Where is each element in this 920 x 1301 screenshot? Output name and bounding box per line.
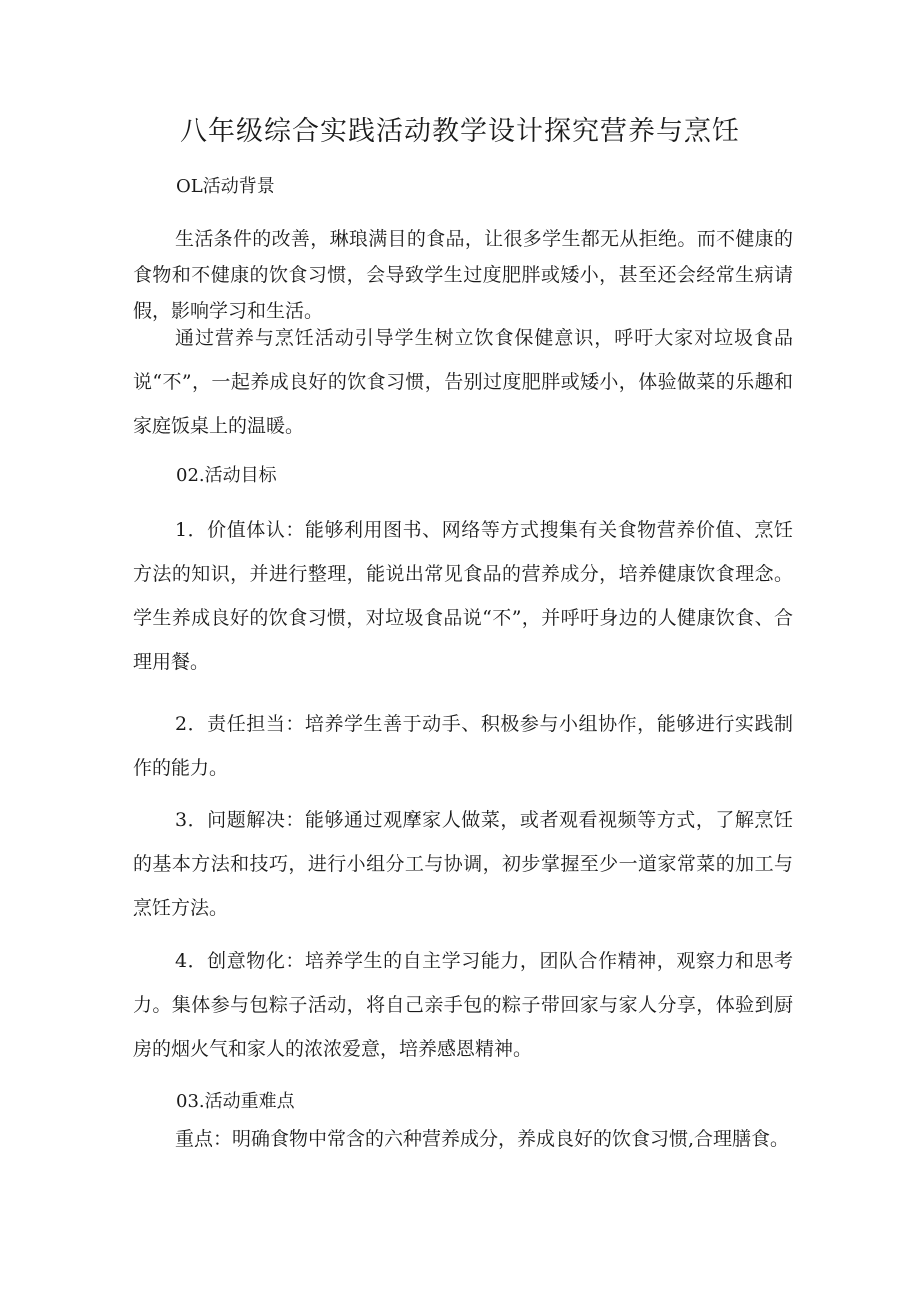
section-heading-goals: 02.活动目标 bbox=[176, 465, 277, 486]
section-heading-key-points: 03.活动重难点 bbox=[176, 1091, 295, 1112]
section-heading-background: OL活动背景 bbox=[176, 176, 275, 197]
paragraph-background-1: 生活条件的改善，琳琅满目的食品，让很多学生都无从拒绝。而不健康的食物和不健康的饮食习惯，会导致学生过度肥胖或矮小，甚至还会经常生病请假，影响学习和生活。 bbox=[133, 228, 793, 322]
paragraph-goal-3: 3．问题解决：能够通过观摩家人做菜，或者观看视频等方式，了解烹饪的基本方法和技巧，进行小组分工与协调，初步掌握至少一道家常菜的加工与烹饪方法。 bbox=[133, 809, 793, 919]
paragraph-goal-4: 4．创意物化：培养学生的自主学习能力，团队合作精神，观察力和思考力。集体参与包粽子活动，将自己亲手包的粽子带回家与家人分享，体验到厨房的烟火气和家人的浓浓爱意，培养感恩精神。 bbox=[133, 950, 793, 1060]
paragraph-key-point: 重点：明确食物中常含的六种营养成分，养成良好的饮食习惯,合理膳食。 bbox=[175, 1128, 790, 1150]
document-title: 八年级综合实践活动教学设计探究营养与烹饪 bbox=[180, 116, 740, 147]
paragraph-background-2: 通过营养与烹饪活动引导学生树立饮食保健意识，呼吁大家对垃圾食品说“不”，一起养成良好的饮食习惯，告别过度肥胖或矮小，体验做菜的乐趣和家庭饭桌上的温暖。 bbox=[133, 327, 793, 437]
paragraph-goal-1: 1．价值体认：能够利用图书、网络等方式搜集有关食物营养价值、烹饪方法的知识，并进行整理，能说出常见食品的营养成分，培养健康饮食理念。学生养成良好的饮食习惯，对垃圾食品说“不”，并呼吁身边的人健康饮食、合理用餐。 bbox=[133, 519, 793, 673]
paragraph-goal-2: 2．责任担当：培养学生善于动手、积极参与小组协作，能够进行实践制作的能力。 bbox=[133, 713, 793, 779]
